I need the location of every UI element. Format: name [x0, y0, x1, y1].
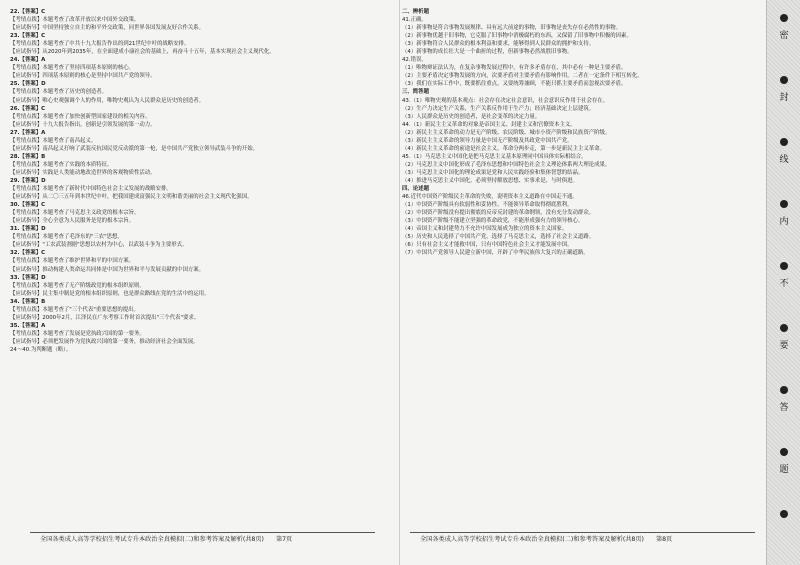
right-answer-line: （4）新民主主义革命的前途是社会主义，革命分两步走，第一步是新民主主义革命。 [402, 145, 605, 152]
right-answer-line: （2）马克思主义中国化形成了毛泽东思想和中国特色社会主义理论体系两大理论成果。 [402, 161, 611, 168]
left-answer-line: 【应试指导】2000年2月，江泽民在广东考察工作时首次提出"三个代表"要求。 [10, 314, 200, 321]
right-answer-line: 43.（1）唯物史观的基本观点：社会存在决定社会意识，社会意识反作用于社会存在。 [402, 97, 609, 104]
seal-dot-icon [780, 324, 788, 332]
left-answer-line: 24.【答案】A [10, 57, 46, 64]
left-answer-line: 【应试指导】从2020年到2035年，在全面建成小康社会的基础上，再奋斗十五年，基本实现社会主义现代化。 [10, 49, 275, 56]
seal-strip-char: 题 [779, 465, 789, 475]
left-answer-line: 【考情点拨】本题考查了加快创新型国家建设的相关内容。 [10, 113, 151, 120]
right-footer-page-number: 第8页 [655, 536, 673, 543]
left-answer-line: 【考情点拨】本题考查了南昌起义。 [10, 137, 97, 144]
seal-dot-icon [780, 386, 788, 394]
left-answer-line: 27.【答案】A [10, 129, 46, 136]
left-answer-line: 22.【答案】C [10, 9, 46, 15]
left-answer-line: 【考情点拨】本题考查了维护世界和平的中国方案。 [10, 258, 134, 265]
left-answer-line: 【考情点拨】本题考查了实践的本质特征。 [10, 161, 113, 168]
right-footer-title: 全国各类成人高等学校招生考试专升本政治全真模拟(二)和参考答案及解析(共8页) [420, 536, 644, 543]
left-answer-line: 【考情点拨】本题考查了马克思主义政党的根本宗旨。 [10, 210, 140, 217]
left-answer-line: 【应试指导】必须把发展作为党执政兴国的第一要务，推动经济社会全面发展。 [10, 338, 199, 345]
right-answer-line: （2）新民主主义革命的动力是无产阶级、农民阶级、城市小资产阶级和民族资产阶级。 [402, 129, 611, 136]
left-answer-line: 【考情点拨】本题考查了毛泽东的"三农"思想。 [10, 234, 123, 241]
left-answer-line: 35.【答案】A [10, 322, 46, 329]
seal-dot-icon [780, 200, 788, 208]
left-answer-line: 24～40.为判断题（略）。 [10, 346, 72, 353]
left-answer-line: 【考情点拨】本题考查了发展是党执政兴国的第一要务。 [10, 330, 145, 337]
left-page-answers [10, 8, 375, 528]
right-answer-line: 三、简答题 [402, 89, 429, 96]
right-answer-line: （3）马克思主义中国化的理论成果是党和人民实践经验和集体智慧的结晶。 [402, 169, 584, 176]
right-answer-line: （7）中国共产党领导人民建立新中国，开辟了中华民族伟大复兴的正确道路。 [402, 250, 589, 257]
seal-dot-icon [780, 510, 788, 518]
right-answer-line: （2）新事物优越于旧事物，它克服了旧事物中消极腐朽的东西，又保留了旧事物中积极的因素。 [402, 33, 632, 40]
seal-strip-char: 要 [779, 341, 789, 351]
left-answer-line: 【应试指导】"工农武装割据"思想以农村为中心，以武装斗争为主要形式。 [10, 242, 188, 249]
left-answer-line: 【应试指导】从二〇三五年到本世纪中叶，把我国建成富强民主文明和谐美丽的社会主义现代化强国。 [10, 194, 253, 201]
right-answer-line: （3）人民群众是历史的创造者，是社会变革的决定力量。 [402, 113, 541, 120]
left-answer-line: 【考情点拨】本题考查了无产阶级政党的根本组织原则。 [10, 282, 145, 289]
right-answer-line: （3）我们在实际工作中，既要抓住重点，又要统筹兼顾，不能只抓主要矛盾而忽视次要矛盾。 [402, 81, 627, 88]
left-answer-line: 33.【答案】D [10, 274, 46, 281]
right-page-answers [402, 8, 767, 528]
left-answer-line: 【考情点拨】本题考查了改革开放以来中国外交政策。 [10, 17, 140, 24]
right-answer-line: 41.正确。 [402, 17, 427, 24]
right-answer-line: 46.近代中国资产阶级民主革命的失败，说明资本主义道路在中国走不通。 [402, 194, 578, 201]
seal-strip-char: 不 [779, 279, 789, 289]
left-answer-line: 【应试指导】全心全意为人民服务是党的根本宗旨。 [10, 218, 134, 225]
left-answer-line: 【考情点拨】本题考查了新时代中国特色社会主义发展的战略安排。 [10, 186, 172, 193]
left-footer-title: 全国各类成人高等学校招生考试专升本政治全真模拟(二)和参考答案及解析(共8页) [40, 536, 264, 543]
left-answer-line: 23.【答案】C [10, 33, 46, 40]
seal-line-strip [766, 0, 800, 565]
seal-strip-char: 封 [779, 93, 789, 103]
right-answer-line: （1）中国资产阶级具有软弱性和妥协性，不能领导革命取得彻底胜利。 [402, 202, 573, 209]
seal-strip-char: 线 [779, 155, 789, 165]
left-answer-line: 28.【答案】B [10, 153, 46, 160]
left-answer-line: 【应试指导】南昌起义打响了武装反抗国民党反动派的第一枪，是中国共产党独立领导武装斗争的开始。 [10, 145, 258, 152]
right-answer-line: （1）新事物是符合事物发展规律、具有远大前途的事物，旧事物是丧失存在必然性的事物。 [402, 25, 622, 32]
right-answer-line: 二、辨析题 [402, 9, 429, 15]
page-fold [399, 0, 400, 565]
right-page-footer [410, 532, 755, 547]
right-answer-line: （2）主要矛盾决定事物发展的方向，次要矛盾对主要矛盾有影响作用，二者在一定条件下相互转化。 [402, 73, 643, 80]
left-answer-line: 34.【答案】B [10, 298, 46, 305]
left-answer-line: 29.【答案】D [10, 177, 46, 184]
seal-dot-icon [780, 76, 788, 84]
right-answer-line: （4）帝国主义和封建势力不允许中国发展成为独立的资本主义国家。 [402, 226, 568, 233]
left-answer-line: 【考情点拨】本题考查了历史的创造者。 [10, 89, 108, 96]
left-answer-line: 【应试指导】实践是人类能动地改造世界的客观物质性活动。 [10, 169, 156, 176]
seal-dot-icon [780, 14, 788, 22]
left-answer-line: 31.【答案】D [10, 226, 46, 233]
seal-dot-icon [780, 138, 788, 146]
right-answer-line: （1）唯物辩证法认为，在复杂事物发展过程中，有许多矛盾存在，其中必有一种是主要矛盾。 [402, 65, 627, 72]
right-answer-line: 44.（1）新民主主义革命的对象是帝国主义、封建主义和官僚资本主义。 [402, 121, 576, 128]
left-footer-page-number: 第7页 [275, 536, 293, 543]
left-page-footer [30, 532, 375, 547]
right-answer-line: 45.（1）马克思主义中国化是把马克思主义基本原理同中国具体实际相结合。 [402, 153, 587, 160]
left-answer-line: 【应试指导】四项基本原则的核心是坚持中国共产党的领导。 [10, 73, 156, 80]
right-answer-line: （2）中国资产阶级没有提出彻底的反帝反封建的革命纲领，没有充分发动群众。 [402, 210, 595, 217]
left-answer-line: 30.【答案】C [10, 202, 46, 209]
right-answer-line: （4）推进马克思主义中国化，必须坚持解放思想、实事求是、与时俱进。 [402, 177, 578, 184]
left-answer-line: 【考情点拨】本题考查了中共十九大报告作出的到21世纪中叶的战略安排。 [10, 41, 190, 48]
right-answer-line: （3）新民主主义革命的领导力量是中国无产阶级及其政党中国共产党。 [402, 137, 573, 144]
left-answer-line: 【考情点拨】本题考查了坚持四项基本原则的核心。 [10, 65, 134, 72]
left-answer-line: 【考情点拨】本题考查了"三个代表"重要思想的提出。 [10, 306, 139, 313]
left-answer-line: 【应试指导】十九大报告指出，创新是引领发展的第一动力。 [10, 121, 156, 128]
right-answer-line: 42.错误。 [402, 57, 427, 64]
right-answer-line: （6）只有社会主义才能救中国，只有中国特色社会主义才能发展中国。 [402, 242, 573, 249]
left-answer-line: 【应试指导】中国坚持独立自主的和平外交政策，同世界各国发展友好合作关系。 [10, 25, 205, 32]
left-answer-line: 32.【答案】C [10, 250, 46, 257]
right-answer-line: （5）历史和人民选择了中国共产党，选择了马克思主义，选择了社会主义道路。 [402, 234, 595, 241]
left-answer-line: 25.【答案】D [10, 81, 46, 88]
right-answer-line: （3）新事物符合人民群众的根本利益和要求，能够得到人民群众的拥护和支持。 [402, 41, 595, 48]
seal-strip-char: 答 [779, 403, 789, 413]
left-answer-line: 【应试指导】民主集中制是党的根本组织原则，也是群众路线在党的生活中的运用。 [10, 290, 210, 297]
right-answer-line: 四、论述题 [402, 186, 429, 193]
seal-strip-char: 内 [779, 217, 789, 227]
right-answer-line: （4）新事物的成长壮大是一个曲折的过程，但新事物必然战胜旧事物。 [402, 49, 573, 56]
seal-strip-char: 密 [779, 31, 789, 41]
left-answer-line: 【应试指导】推动构建人类命运共同体是中国为世界和平与发展贡献的中国方案。 [10, 266, 205, 273]
seal-dot-icon [780, 262, 788, 270]
left-answer-line: 【应试指导】唯心史观强调个人的作用，唯物史观认为人民群众是历史的创造者。 [10, 97, 205, 104]
seal-dot-icon [780, 448, 788, 456]
right-answer-line: （2）生产力决定生产关系，生产关系反作用于生产力；经济基础决定上层建筑。 [402, 105, 595, 112]
right-answer-line: （3）中国资产阶级不能建立坚强的革命政党，不能形成强有力的领导核心。 [402, 218, 584, 225]
left-answer-line: 26.【答案】C [10, 105, 46, 112]
